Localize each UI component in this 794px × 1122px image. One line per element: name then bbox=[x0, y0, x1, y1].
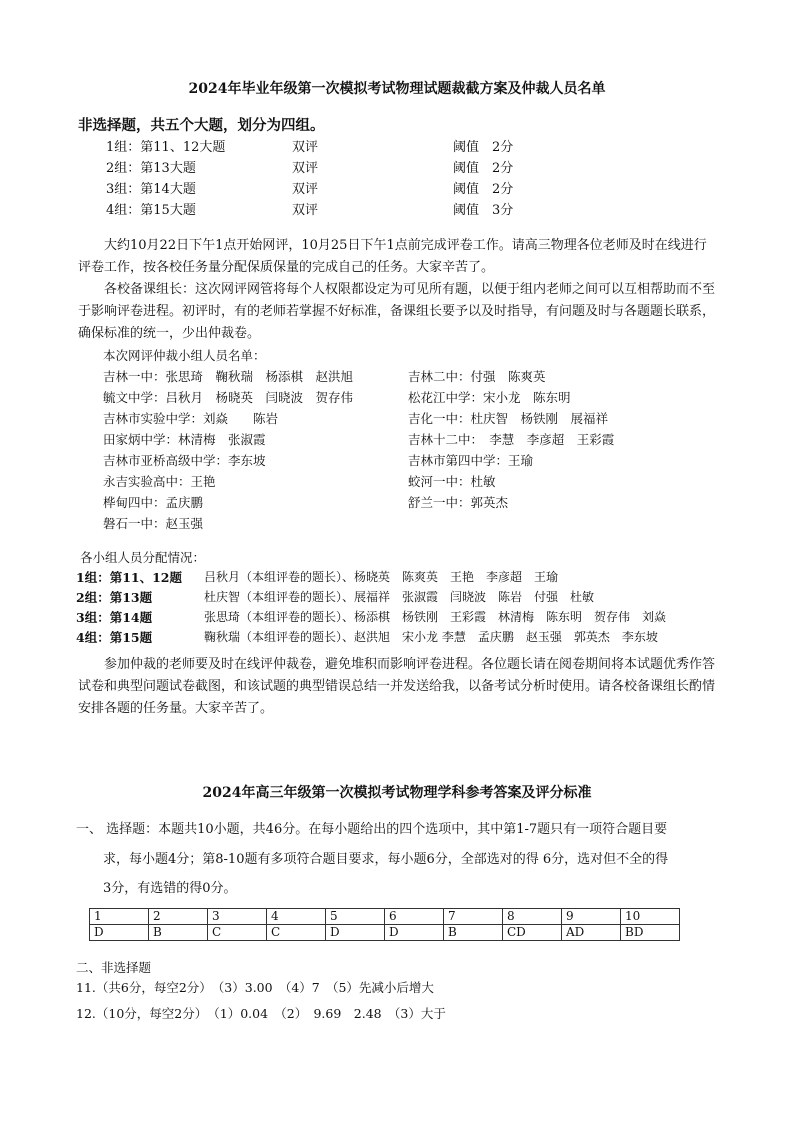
doc2-title: 2024年高三年级第一次模拟考试物理学科参考答案及评分标准 bbox=[202, 785, 592, 801]
member-row: 蛟河一中：杜敏 bbox=[408, 474, 496, 489]
section1-line: 求，每小题4分；第8-10题有多项符合题目要求，每小题6分，全部选对的得 6分，选对但不全的得 bbox=[103, 852, 669, 867]
assignment-group: 3组：第14题 bbox=[76, 610, 153, 625]
section2-heading: 二、非选择题 bbox=[76, 960, 152, 975]
section1-line: 3分，有选错的得0分。 bbox=[103, 881, 237, 896]
assignment-group: 4组：第15题 bbox=[76, 630, 153, 645]
answer-number: 10 bbox=[621, 909, 680, 925]
group-name: 1组：第11、12大题 bbox=[106, 140, 226, 155]
group-mode: 双评 bbox=[292, 161, 319, 176]
answer-choice: C bbox=[267, 925, 326, 941]
doc1-intro: 非选择题，共五个大题，划分为四组。 bbox=[78, 117, 325, 134]
answer-number: 9 bbox=[562, 909, 621, 925]
group-name: 2组：第13大题 bbox=[106, 161, 196, 176]
member-row: 永吉实验高中：王艳 bbox=[103, 474, 216, 489]
group-threshold: 阈值 3分 bbox=[453, 203, 514, 218]
answer-choice: D bbox=[385, 925, 444, 941]
assignment-heading: 各小组人员分配情况： bbox=[80, 550, 206, 565]
group-threshold: 阈值 2分 bbox=[453, 161, 514, 176]
section1-line: 一、 选择题：本题共10小题，共46分。在每小题给出的四个选项中，其中第1-7题只有一项符合题目要 bbox=[76, 822, 668, 837]
assignment-people: 杜庆智（本组评卷的题长）、展福祥 张淑霞 闫晓波 陈岩 付强 杜敏 bbox=[204, 590, 595, 604]
paragraph-instructions: 各校备课组长：这次网评网管将每个人权限都设定为可见所有题，以便于组内老师之间可以互相帮助而不至于影响评卷进程。初评时，有的老师若掌握不好标准，备课组长要予以及时指导，有问题及时与各题题长联系，确保标准的统一，少出仲裁卷。 bbox=[78, 282, 716, 341]
group-mode: 双评 bbox=[292, 203, 319, 218]
doc1-title: 2024年毕业年级第一次模拟考试物理试题裁截方案及仲裁人员名单 bbox=[188, 81, 606, 97]
assignment-group: 2组：第13题 bbox=[76, 590, 153, 605]
answer-number: 5 bbox=[326, 909, 385, 925]
answer-q11: 11.（共6分，每空2分） （3）3.00 （4）7 （5）先减小后增大 bbox=[76, 980, 434, 995]
member-row: 舒兰一中：郭英杰 bbox=[408, 495, 509, 510]
member-list-heading: 本次网评仲裁小组人员名单： bbox=[103, 348, 266, 363]
assignment-people: 张思琦（本组评卷的题长）、杨添棋 杨铁刚 王彩霞 林清梅 陈东明 贺存伟 刘焱 bbox=[204, 610, 667, 624]
member-row: 吉林十二中： 李慧 李彦超 王彩霞 bbox=[408, 432, 615, 447]
answer-choice: C bbox=[208, 925, 267, 941]
group-name: 3组：第14大题 bbox=[106, 182, 196, 197]
answer-choice: AD bbox=[562, 925, 621, 941]
answer-number: 2 bbox=[149, 909, 208, 925]
member-row: 桦甸四中：孟庆鹏 bbox=[103, 495, 204, 510]
answer-number: 7 bbox=[444, 909, 503, 925]
answer-q12: 12.（10分，每空2分） （1）0.04 （2） 9.69 2.48 （3）大于 bbox=[76, 1006, 446, 1021]
member-row: 吉林二中：付强 陈爽英 bbox=[408, 369, 546, 384]
paragraph-arbitration: 参加仲裁的老师要及时在线评仲裁卷，避免堆积而影响评卷进程。各位题长请在阅卷期间将本试题优秀作答试卷和典型问题试卷截图，和该试题的典型错误总结一并发送给我，以备考试分析时使用。请各校备课组长酌情安排各题的任务量。大家辛苦了。 bbox=[78, 657, 716, 716]
answer-choice: D bbox=[326, 925, 385, 941]
group-mode: 双评 bbox=[292, 140, 319, 155]
assignment-group: 1组：第11、12题 bbox=[76, 570, 182, 585]
answer-number-row bbox=[90, 909, 680, 925]
member-row: 磐石一中：赵玉强 bbox=[103, 516, 204, 531]
answer-choice: D bbox=[90, 925, 149, 941]
assignment-people: 鞠秋瑞（本组评卷的题长）、赵洪旭 宋小龙 李慧 孟庆鹏 赵玉强 郭英杰 李东坡 bbox=[204, 630, 658, 644]
member-row: 吉化一中：杜庆智 杨铁刚 展福祥 bbox=[408, 411, 609, 426]
member-row: 吉林市实验中学：刘焱 陈岩 bbox=[103, 411, 279, 426]
member-row: 田家炳中学：林清梅 张淑霞 bbox=[103, 432, 266, 447]
answer-choice: B bbox=[444, 925, 503, 941]
answer-choice: CD bbox=[503, 925, 562, 941]
member-row: 吉林市亚桥高级中学：李东坡 bbox=[103, 453, 266, 468]
answer-number: 1 bbox=[90, 909, 149, 925]
answer-table bbox=[89, 908, 680, 941]
member-row: 松花江中学：宋小龙 陈东明 bbox=[408, 390, 571, 405]
group-threshold: 阈值 2分 bbox=[453, 140, 514, 155]
member-row: 吉林一中：张思琦 鞠秋瑞 杨添棋 赵洪旭 bbox=[103, 369, 354, 384]
answer-number: 4 bbox=[267, 909, 326, 925]
group-mode: 双评 bbox=[292, 182, 319, 197]
paragraph-schedule: 大约10月22日下午1点开始网评，10月25日下午1点前完成评卷工作。请高三物理各位老师及时在线进行评卷工作，按各校任务量分配保质保量的完成自己的任务。大家辛苦了。 bbox=[78, 238, 707, 275]
group-name: 4组：第15大题 bbox=[106, 203, 196, 218]
assignment-people: 吕秋月（本组评卷的题长）、杨晓英 陈爽英 王艳 李彦超 王瑜 bbox=[204, 570, 559, 584]
group-threshold: 阈值 2分 bbox=[453, 182, 514, 197]
answer-number: 6 bbox=[385, 909, 444, 925]
answer-choice: BD bbox=[621, 925, 680, 941]
answer-number: 3 bbox=[208, 909, 267, 925]
member-row: 毓文中学：吕秋月 杨晓英 闫晓波 贺存伟 bbox=[103, 390, 354, 405]
answer-choice: B bbox=[149, 925, 208, 941]
answer-number: 8 bbox=[503, 909, 562, 925]
member-row: 吉林市第四中学：王瑜 bbox=[408, 453, 534, 468]
answer-choice-row bbox=[90, 925, 680, 941]
